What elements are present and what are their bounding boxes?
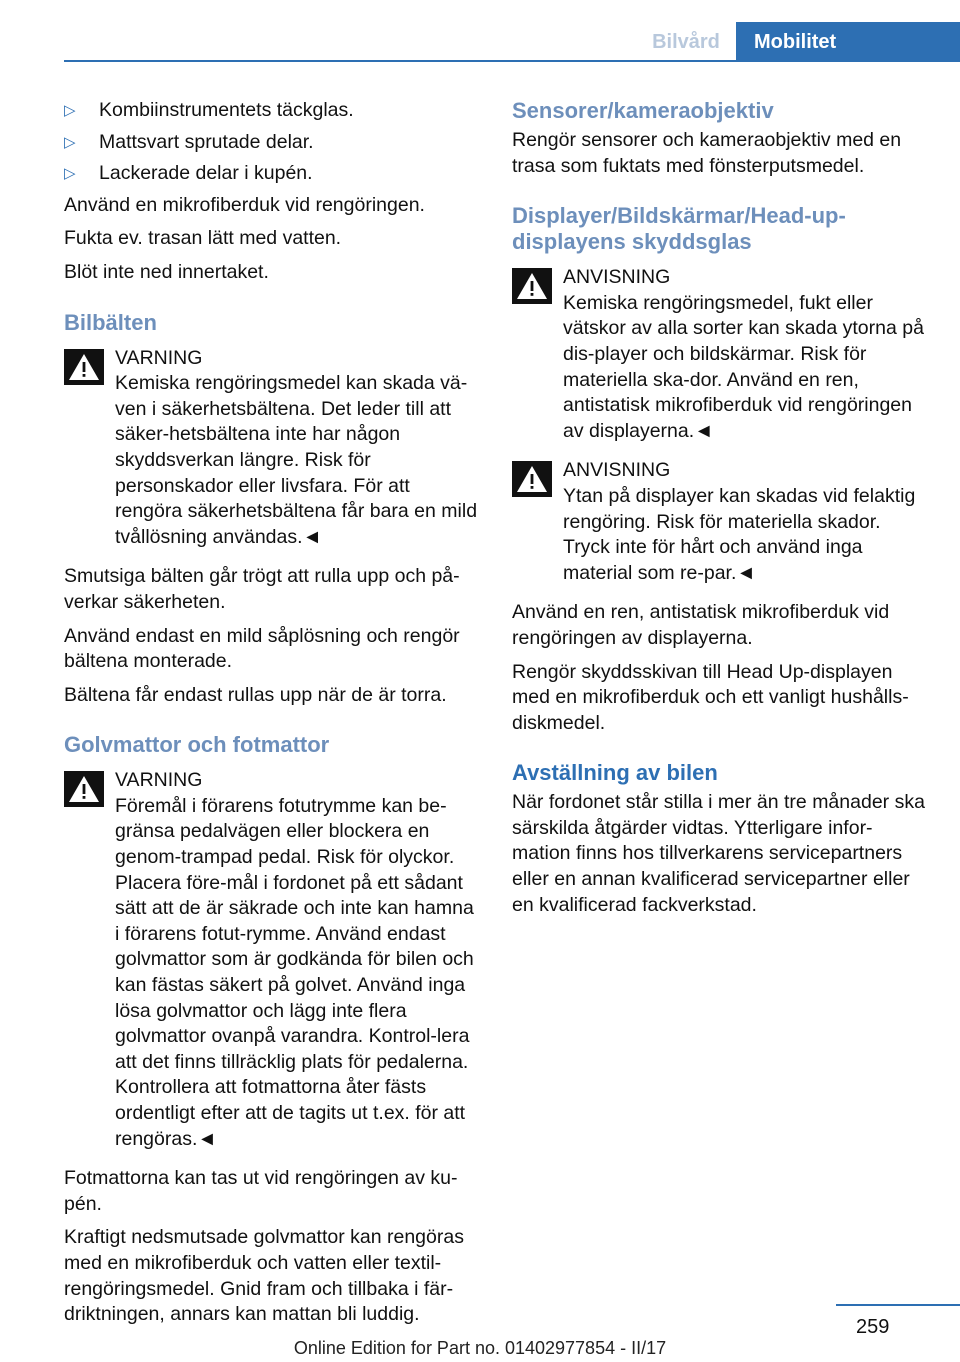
warning-triangle-icon	[64, 771, 104, 807]
notice-box	[512, 265, 926, 444]
paragraph: Använd endast en mild såplösning och rengör bältena monterade.	[64, 624, 460, 673]
tab-mobilitet[interactable]: Mobilitet	[736, 22, 960, 62]
paragraph: Bältena får endast rullas upp när de är torra.	[64, 683, 447, 706]
list-item-text: Kombiinstrumentets täckglas.	[99, 99, 354, 121]
paragraph: Smutsiga bälten går trögt att rulla upp och på‐verkar säkerheten.	[64, 565, 460, 613]
bullet-list	[64, 98, 478, 187]
paragraph: Fukta ev. trasan lätt med vatten.	[64, 227, 342, 250]
end-mark-icon: ◄	[736, 561, 756, 584]
paragraph: Rengör sensorer och kameraobjektiv med en trasa som fuktats med fönsterputsmedel.	[512, 129, 902, 177]
end-mark-icon: ◄	[302, 525, 322, 548]
warning-text: Kemiska rengöringsmedel kan skada vä‐ven i säkerhetsbältena. Det leder till att säker‐hetsbältena inte har någon skyddsverkan längre. Risk för personskador eller livsfara. För att rengöra säkerhetsbältena får bara en mild tvållösning användas.	[115, 372, 478, 548]
header-rule	[64, 60, 960, 62]
bullet-icon: ▷	[64, 102, 76, 119]
notice-title: ANVISNING	[563, 266, 671, 289]
list-item	[64, 98, 478, 124]
notice-text: Kemiska rengöringsmedel, fukt eller vätskor av alla sorter kan skada ytorna på dis‐player och bildskärmar. Risk för materiella ska‐dor. Använd en ren, antistatisk mikrofiberduk vid rengöringen av displayerna.	[563, 291, 924, 442]
warning-title: VARNING	[115, 346, 203, 369]
bullet-icon: ▷	[64, 165, 76, 183]
notice-text: Ytan på displayer kan skadas vid felaktig rengöring. Risk för materiella skador. Tryck inte för hårt och använd inga material som re‐par.	[563, 484, 916, 584]
end-mark-icon: ◄	[197, 1127, 217, 1150]
warning-title: VARNING	[115, 769, 203, 792]
section-heading-bilbalten: Bilbälten	[64, 309, 157, 335]
page-header	[0, 0, 960, 62]
edition-text: Online Edition for Part no. 01402977854 - II/17	[293, 1338, 667, 1358]
list-item	[64, 161, 478, 187]
list-item-text: Mattsvart sprutade delar.	[99, 130, 314, 153]
end-mark-icon: ◄	[694, 419, 714, 442]
warning-text: Föremål i förarens fotutrymme kan be‐gränsa pedalvägen eller blockera en genom‐trampad pedal. Risk för olyckor. Placera före‐mål i fordonet på ett sådant sätt att de är säkrade och inte kan hamna i förarens fotut‐rymme. Använd endast golvmattor som är godkända för bilen och kan fästas säkert på golvet. Använd inga lösa golvmattor och lägg inte flera golvmattor ovanpå varandra. Kontrol‐lera att det finns tillräcklig plats för pedalerna. Kontrollera att fotmattorna åter fästs ordentligt efter att de tagits ut t.ex. för att rengöras.	[115, 794, 474, 1150]
bullet-icon: ▷	[64, 133, 76, 151]
warning-triangle-icon	[64, 349, 104, 385]
paragraph: Kraftigt nedsmutsade golvmattor kan rengöras med en mikrofiberduk och vatten eller textil‐rengöringsmedel. Gnid fram och tillbaka i fär‐driktningen, annars kan mattan bli luddig.	[64, 1226, 464, 1326]
paragraph: Använd en ren, antistatisk mikrofiberduk vid rengöringen av displayerna.	[512, 601, 890, 649]
section-heading-golvmattor: Golvmattor och fotmattor	[64, 732, 330, 758]
paragraph: Rengör skyddsskivan till Head Up-displayen med en mikrofiberduk och ett vanligt hushålls‐diskmedel.	[512, 660, 909, 734]
right-column	[512, 98, 926, 926]
list-item	[64, 130, 478, 156]
list-item-text: Lackerade delar i kupén.	[99, 162, 313, 185]
notice-title: ANVISNING	[563, 459, 671, 482]
warning-triangle-icon	[512, 461, 552, 497]
warning-box	[64, 346, 478, 551]
page-number: 259	[856, 1316, 890, 1338]
paragraph: Fotmattorna kan tas ut vid rengöringen av ku‐pén.	[64, 1167, 458, 1215]
section-heading-avstallning: Avställning av bilen	[512, 760, 718, 786]
footer-rule	[836, 1304, 960, 1306]
warning-triangle-icon	[512, 268, 552, 304]
section-heading-displayer: Displayer/Bildskärmar/Head-up-displayens skyddsglas	[512, 203, 846, 255]
paragraph: Blöt inte ned innertaket.	[64, 260, 269, 283]
tab-bilvard[interactable]: Bilvård	[652, 31, 720, 53]
notice-box	[512, 458, 926, 586]
paragraph: När fordonet står stilla i mer än tre månader ska särskilda åtgärder vidtas. Ytterligare infor‐mation finns hos tillverkarens servicepartners eller en annan kvalificerad servicepartner eller en kvalificerad fackverkstad.	[512, 791, 925, 916]
left-column	[64, 98, 478, 1336]
paragraph: Använd en mikrofiberduk vid rengöringen.	[64, 193, 425, 216]
warning-box	[64, 768, 478, 1152]
section-heading-sensorer: Sensorer/kameraobjektiv	[512, 98, 774, 123]
